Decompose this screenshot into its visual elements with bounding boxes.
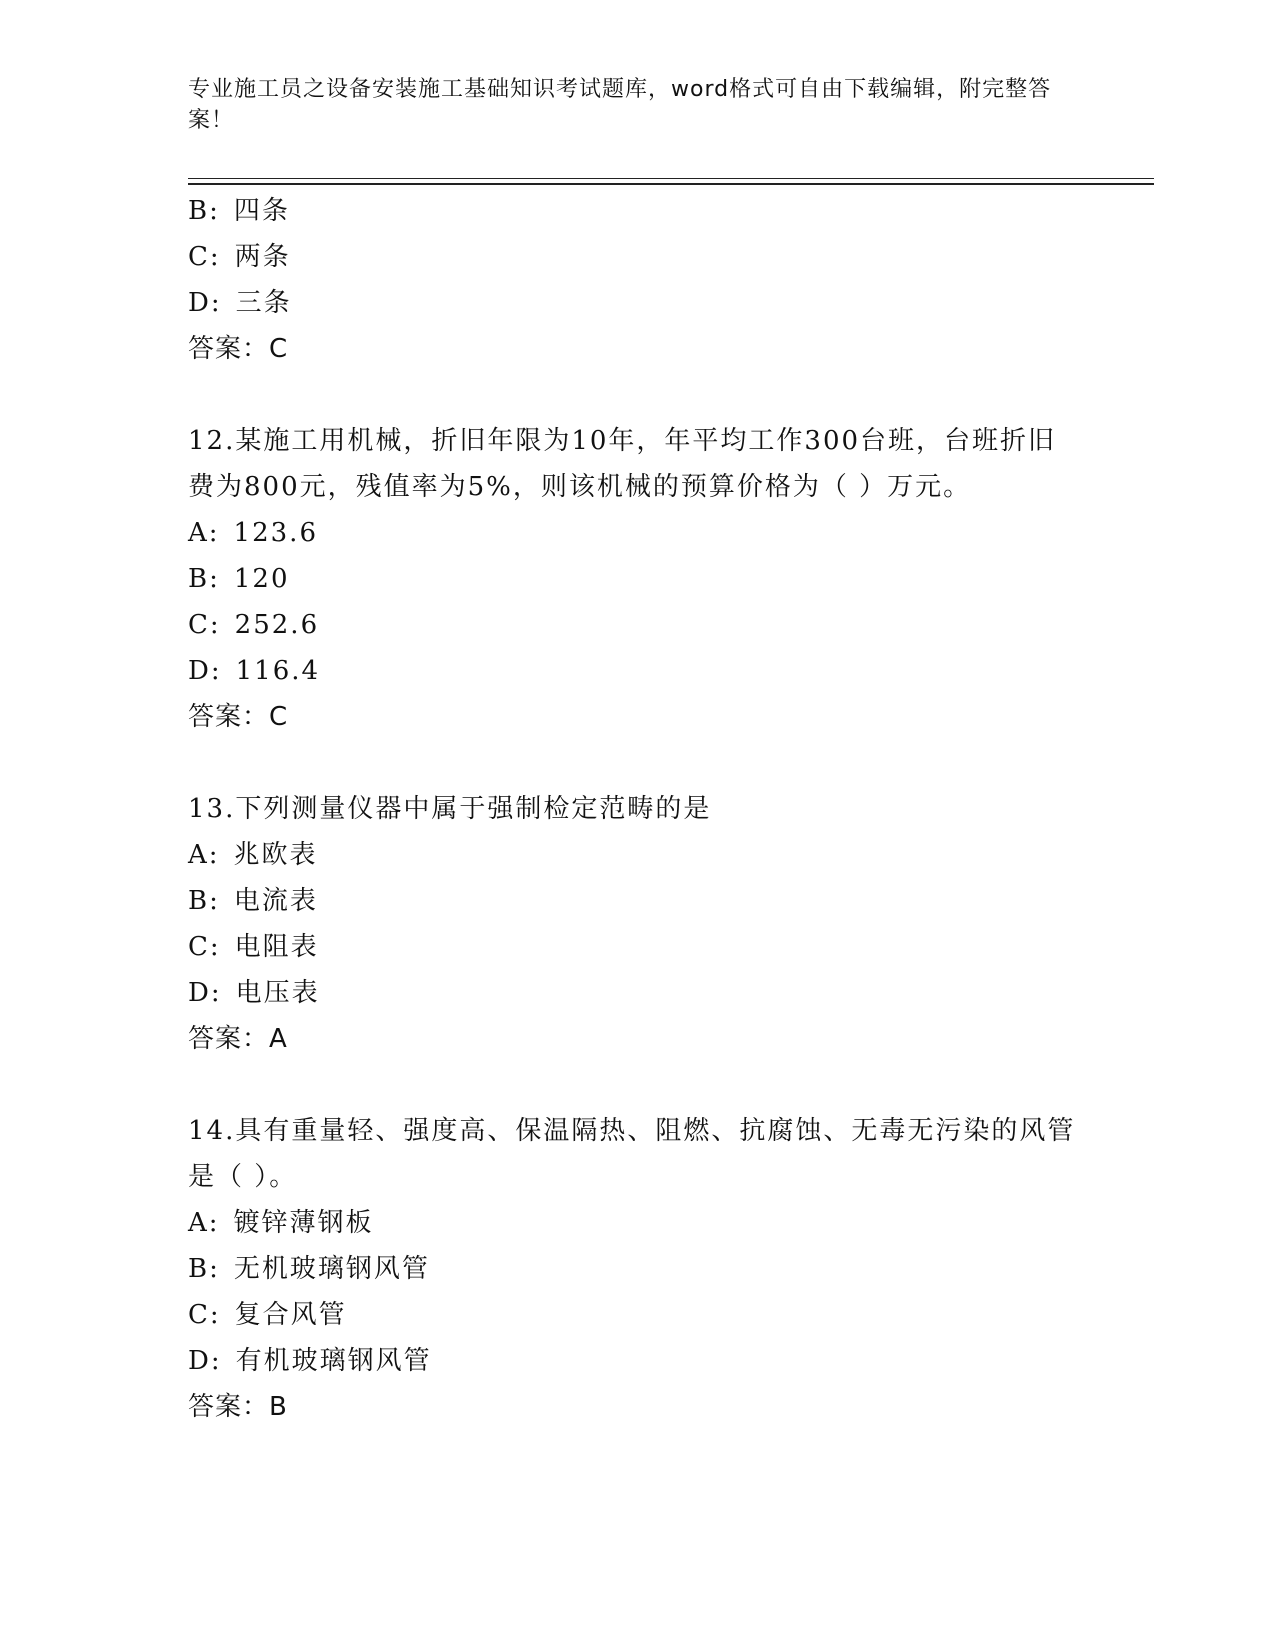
- answer-line: 答案：A: [188, 1024, 288, 1054]
- answer-line: 答案：C: [188, 702, 289, 732]
- header-title: 专业施工员之设备安装施工基础知识考试题库，word格式可自由下载编辑，附完整答案！: [188, 77, 1052, 133]
- option-c: [188, 1292, 1088, 1338]
- option-separator: :: [209, 1254, 220, 1284]
- option-separator: :: [209, 932, 221, 962]
- spacer: [188, 1062, 1088, 1108]
- question-12: [188, 418, 1088, 740]
- option-separator: :: [208, 1208, 220, 1238]
- option-letter: B: [188, 196, 210, 226]
- option-text: 252.6: [234, 610, 320, 640]
- option-c: [188, 924, 1088, 970]
- option-c: [188, 602, 1088, 648]
- option-text: 116.4: [235, 656, 321, 686]
- option-d: [188, 1338, 1088, 1384]
- option-b: [188, 556, 1088, 602]
- option-letter: B: [188, 1254, 210, 1284]
- option-letter: D: [188, 288, 211, 318]
- question-fragment: [188, 188, 1088, 372]
- option-separator: :: [209, 564, 220, 594]
- option-text: 有机玻璃钢风管: [235, 1346, 432, 1376]
- option-separator: :: [208, 518, 220, 548]
- option-text: 复合风管: [234, 1300, 347, 1330]
- option-letter: A: [188, 840, 209, 870]
- answer-line: 答案：B: [188, 1392, 288, 1422]
- option-letter: C: [188, 932, 210, 962]
- option-separator: :: [209, 196, 220, 226]
- option-b: [188, 878, 1088, 924]
- option-letter: D: [188, 978, 211, 1008]
- option-a: [188, 510, 1088, 556]
- spacer: [188, 740, 1088, 786]
- header-divider-thin: [188, 178, 1154, 179]
- option-separator: :: [210, 978, 222, 1008]
- option-letter: C: [188, 610, 210, 640]
- option-letter: A: [188, 1208, 209, 1238]
- option-d: [188, 280, 1088, 326]
- option-letter: D: [188, 1346, 211, 1376]
- question-list: [188, 188, 1088, 1430]
- option-separator: :: [209, 1300, 221, 1330]
- option-separator: :: [209, 610, 221, 640]
- option-text: 123.6: [233, 518, 318, 548]
- option-text: 电阻表: [234, 932, 319, 962]
- option-b: [188, 1246, 1088, 1292]
- option-d: [188, 648, 1088, 694]
- option-d: [188, 970, 1088, 1016]
- document-header: [188, 74, 1068, 136]
- spacer: [188, 372, 1088, 418]
- option-text: 电压表: [235, 978, 320, 1008]
- option-text: 120: [233, 564, 290, 594]
- question-13: [188, 786, 1088, 1062]
- option-letter: A: [188, 518, 209, 548]
- option-text: 电流表: [233, 886, 318, 916]
- option-letter: C: [188, 1300, 210, 1330]
- question-text: 12.某施工用机械，折旧年限为10年，年平均工作300台班，台班折旧费为800元，残值率为5%，则该机械的预算价格为（ ）万元。: [188, 426, 1057, 502]
- option-separator: :: [208, 840, 220, 870]
- option-letter: C: [188, 242, 210, 272]
- option-text: 镀锌薄钢板: [233, 1208, 374, 1238]
- answer-line: 答案：C: [188, 334, 289, 364]
- option-separator: :: [209, 886, 220, 916]
- option-separator: :: [210, 1346, 222, 1376]
- option-separator: :: [210, 656, 222, 686]
- option-text: 无机玻璃钢风管: [233, 1254, 430, 1284]
- option-text: 兆欧表: [233, 840, 318, 870]
- header-divider-thick: [188, 183, 1154, 185]
- question-text: 13.下列测量仪器中属于强制检定范畴的是: [188, 794, 712, 824]
- option-c: [188, 234, 1088, 280]
- option-letter: D: [188, 656, 211, 686]
- question-14: [188, 1108, 1088, 1430]
- option-letter: B: [188, 564, 210, 594]
- option-text: 两条: [234, 242, 291, 272]
- option-text: 三条: [235, 288, 292, 318]
- question-text: 14.具有重量轻、强度高、保温隔热、阻燃、抗腐蚀、无毒无污染的风管是（ ）。: [188, 1116, 1076, 1192]
- option-letter: B: [188, 886, 210, 916]
- option-b: [188, 188, 1088, 234]
- option-a: [188, 1200, 1088, 1246]
- option-separator: :: [210, 288, 222, 318]
- option-a: [188, 832, 1088, 878]
- option-separator: :: [209, 242, 221, 272]
- option-text: 四条: [233, 196, 290, 226]
